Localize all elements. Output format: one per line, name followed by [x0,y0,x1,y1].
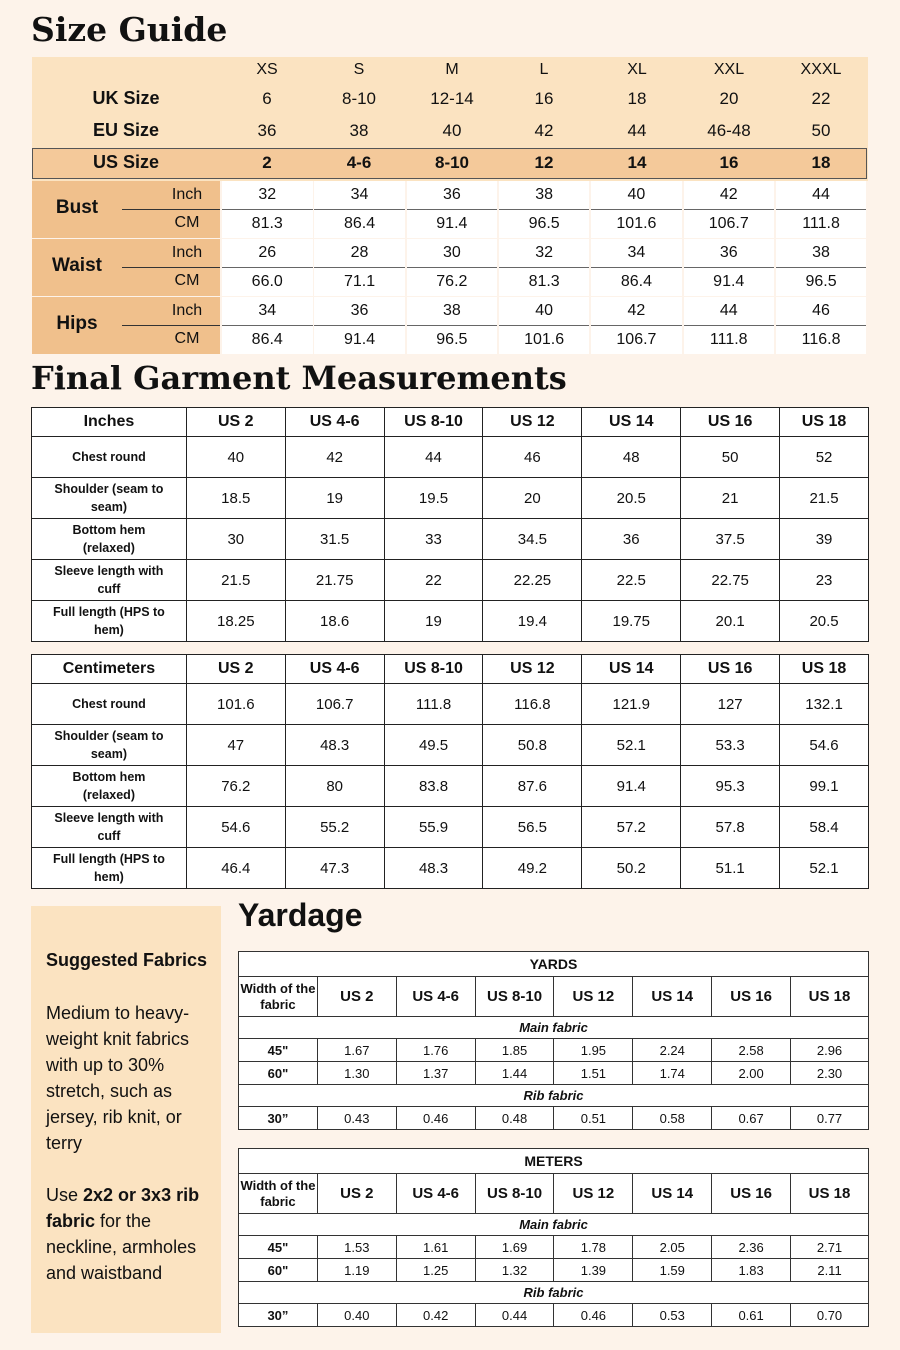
yardage-value: 1.19 [317,1259,396,1282]
measurement-value: 56.5 [483,807,582,848]
yardage-value: 1.59 [633,1259,712,1282]
unit-header: Inches [32,408,187,437]
fabric-description: Medium to heavy-weight knit fabrics with up to 30% stretch, such as jersey, rib knit, or terry [46,1003,190,1153]
eu-size-value: 46-48 [707,121,751,140]
size-header: US 18 [791,1174,869,1214]
yardage-value: 1.78 [554,1236,633,1259]
measurement-value: 19.5 [384,478,483,519]
width-header: Width of the fabric [239,1174,318,1214]
measurement-value: 22.75 [681,560,780,601]
bust-inch-value: 38 [499,181,590,210]
hips-cm-value: 96.5 [407,326,498,354]
garment-measurements-title: Final Garment Measurements [31,359,567,397]
letter-size-label: XS [256,61,278,78]
uk-size-value: 6 [262,89,272,108]
uk-size-label: UK Size [92,88,160,108]
size-header: US 8-10 [384,408,483,437]
garment-inches-table [31,407,869,642]
table-row [32,684,869,725]
table-header-row [32,655,869,684]
table-row [32,560,869,601]
measurement-value: 46 [483,437,582,478]
main-fabric-label-row [239,1017,869,1039]
measurement-label: Full length (HPS to hem) [32,848,187,889]
us-size-value: 12 [534,153,554,172]
measurement-value: 22 [384,560,483,601]
measurement-label: Shoulder (seam to seam) [32,725,187,766]
letter-size-label: XL [627,61,647,78]
measurement-value: 51.1 [681,848,780,889]
size-header-row [239,977,869,1017]
yardage-value: 2.00 [712,1062,791,1085]
size-header: US 16 [681,655,780,684]
measurement-value: 116.8 [483,684,582,725]
size-header: US 12 [483,408,582,437]
measurement-label: Chest round [32,437,187,478]
us-size-value: 18 [811,153,831,172]
size-header: US 8-10 [384,655,483,684]
measurement-value: 52 [780,437,869,478]
yardage-yards-table [238,951,869,1130]
measurement-value: 52.1 [780,848,869,889]
measurement-value: 49.2 [483,848,582,889]
yardage-value: 1.51 [554,1062,633,1085]
yardage-value: 0.61 [712,1304,791,1327]
bust-label: Bust [55,197,99,218]
waist-divider-line [122,267,220,268]
letter-size-label: M [445,61,459,78]
bust-inch-value: 34 [314,181,405,210]
waist-inch-value: 38 [776,239,867,268]
waist-inch-value: 26 [222,239,313,268]
yardage-value: 1.25 [396,1259,475,1282]
measurement-value: 121.9 [582,684,681,725]
size-header: US 2 [317,1174,396,1214]
eu-size-value: 50 [811,121,831,140]
measurement-value: 52.1 [582,725,681,766]
measurement-value: 18.6 [285,601,384,642]
fabric-width: 60" [239,1259,318,1282]
table-header-row [32,408,869,437]
table-row [32,601,869,642]
yardage-value: 2.58 [712,1039,791,1062]
eu-size-value: 44 [627,121,647,140]
bust-cm-value: 86.4 [314,210,405,238]
bust-cm-unit: CM [174,214,200,231]
measurement-value: 21 [681,478,780,519]
size-header: US 2 [317,977,396,1017]
size-header: US 18 [791,977,869,1017]
measurement-value: 57.2 [582,807,681,848]
waist-cm-value: 91.4 [684,268,775,296]
measurement-value: 48.3 [285,725,384,766]
measurement-value: 50.2 [582,848,681,889]
rib-fabric-label: Rib fabric [239,1085,869,1107]
letter-size-label: XXL [713,61,745,78]
hips-inch-unit: Inch [171,302,203,319]
yardage-value: 1.67 [317,1039,396,1062]
yardage-row [239,1304,869,1327]
yardage-value: 2.24 [633,1039,712,1062]
uk-size-value: 22 [811,89,831,108]
us-size-label: US Size [92,152,160,172]
bust-inch-value: 36 [407,181,498,210]
bust-cm-value: 106.7 [684,210,775,238]
rib-note-prefix: Use [46,1185,84,1205]
uk-size-value: 16 [534,89,554,108]
measurement-value: 19.75 [582,601,681,642]
waist-cm-value: 96.5 [776,268,867,296]
yardage-value: 0.58 [633,1107,712,1130]
measurement-value: 57.8 [681,807,780,848]
yardage-value: 0.46 [554,1304,633,1327]
size-header: US 16 [681,408,780,437]
hips-cm-value: 111.8 [684,326,775,354]
uk-size-value: 8-10 [341,89,377,108]
hips-cm-value: 106.7 [591,326,682,354]
size-header: US 4-6 [396,1174,475,1214]
measurement-label: Chest round [32,684,187,725]
measurement-value: 20 [483,478,582,519]
yardage-meters-table [238,1148,869,1327]
yardage-value: 1.44 [475,1062,554,1085]
hips-cm-value: 86.4 [222,326,313,354]
us-size-value: 16 [719,153,739,172]
measurement-value: 80 [285,766,384,807]
us-size-value: 14 [627,153,647,172]
measurement-value: 76.2 [186,766,285,807]
measurement-value: 40 [186,437,285,478]
eu-size-value: 38 [349,121,369,140]
size-header: US 16 [712,1174,791,1214]
measurement-label: Bottom hem (relaxed) [32,766,187,807]
fabric-width: 45" [239,1236,318,1259]
measurement-value: 54.6 [780,725,869,766]
bust-cm-value: 101.6 [591,210,682,238]
fabric-width: 60" [239,1062,318,1085]
yardage-value: 2.36 [712,1236,791,1259]
size-header: US 2 [186,408,285,437]
table-row [32,848,869,889]
hips-label: Hips [56,313,98,334]
waist-cm-value: 81.3 [499,268,590,296]
yardage-value: 0.51 [554,1107,633,1130]
measurement-value: 20.5 [780,601,869,642]
waist-inch-value: 30 [407,239,498,268]
hips-inch-value: 44 [684,297,775,326]
measurement-value: 46.4 [186,848,285,889]
fabric-width: 30” [239,1107,318,1130]
hips-inch-value: 36 [314,297,405,326]
waist-label: Waist [52,255,102,276]
measurement-value: 18.5 [186,478,285,519]
measurement-value: 37.5 [681,519,780,560]
bust-inch-value: 40 [591,181,682,210]
hips-inch-value: 40 [499,297,590,326]
measurement-value: 22.5 [582,560,681,601]
yardage-row [239,1039,869,1062]
yardage-value: 1.30 [317,1062,396,1085]
yardage-row [239,1107,869,1130]
us-size-value: 2 [262,153,272,172]
main-fabric-label: Main fabric [239,1017,869,1039]
measurement-value: 23 [780,560,869,601]
measurement-value: 83.8 [384,766,483,807]
measurement-value: 20.1 [681,601,780,642]
size-header: US 16 [712,977,791,1017]
bust-cm-value: 111.8 [776,210,867,238]
size-guide-measurements [32,181,868,355]
size-header: US 4-6 [285,655,384,684]
size-header: US 12 [554,1174,633,1214]
table-row [32,437,869,478]
measurement-value: 101.6 [186,684,285,725]
measurement-value: 50.8 [483,725,582,766]
size-header: US 4-6 [396,977,475,1017]
size-header: US 14 [633,977,712,1017]
suggested-fabrics-title: Suggested Fabrics [46,950,208,970]
measurement-value: 18.25 [186,601,285,642]
main-fabric-label: Main fabric [239,1214,869,1236]
measurement-value: 87.6 [483,766,582,807]
measurement-value: 34.5 [483,519,582,560]
measurement-value: 95.3 [681,766,780,807]
measurement-value: 19.4 [483,601,582,642]
hips-inch-value: 42 [591,297,682,326]
waist-cm-value: 71.1 [314,268,405,296]
fabric-width: 45" [239,1039,318,1062]
measurement-value: 20.5 [582,478,681,519]
waist-cm-value: 66.0 [222,268,313,296]
measurement-label: Shoulder (seam to seam) [32,478,187,519]
measurement-value: 19 [384,601,483,642]
waist-cm-unit: CM [174,272,200,289]
garment-centimeters-table [31,654,869,889]
bust-inch-value: 42 [684,181,775,210]
measurement-value: 19 [285,478,384,519]
measurement-label: Bottom hem (relaxed) [32,519,187,560]
measurement-value: 33 [384,519,483,560]
table-row [32,725,869,766]
table-row [32,478,869,519]
eu-size-value: 36 [257,121,277,140]
yardage-value: 0.48 [475,1107,554,1130]
hips-cm-value: 91.4 [314,326,405,354]
measurement-value: 58.4 [780,807,869,848]
yardage-row [239,1236,869,1259]
yardage-value: 1.53 [317,1236,396,1259]
width-header: Width of the fabric [239,977,318,1017]
yardage-value: 2.05 [633,1236,712,1259]
rib-note-suffix: for the neckline, armholes and waistband [46,1211,197,1283]
size-header: US 18 [780,408,869,437]
size-guide-title: Size Guide [31,10,228,49]
measurement-value: 48 [582,437,681,478]
uk-size-value: 12-14 [430,89,474,108]
waist-inch-value: 32 [499,239,590,268]
size-header: US 12 [483,655,582,684]
measurement-value: 30 [186,519,285,560]
yardage-value: 0.70 [791,1304,869,1327]
measurement-value: 49.5 [384,725,483,766]
yardage-value: 1.32 [475,1259,554,1282]
measurement-value: 47 [186,725,285,766]
yardage-value: 1.37 [396,1062,475,1085]
main-fabric-label-row [239,1214,869,1236]
size-header: US 14 [633,1174,712,1214]
measurement-value: 39 [780,519,869,560]
hips-inch-value: 38 [407,297,498,326]
measurement-value: 21.5 [186,560,285,601]
measurement-value: 48.3 [384,848,483,889]
size-header: US 14 [582,408,681,437]
measurement-value: 55.9 [384,807,483,848]
suggested-fabrics-panel [31,906,221,1333]
measurement-value: 111.8 [384,684,483,725]
yardage-value: 1.76 [396,1039,475,1062]
measurement-value: 54.6 [186,807,285,848]
fabric-width: 30” [239,1304,318,1327]
uk-size-value: 20 [719,89,739,108]
yardage-value: 0.77 [791,1107,869,1130]
yardage-value: 2.71 [791,1236,869,1259]
size-header: US 18 [780,655,869,684]
measurement-value: 55.2 [285,807,384,848]
yardage-value: 0.43 [317,1107,396,1130]
bust-cm-value: 91.4 [407,210,498,238]
measurement-value: 21.75 [285,560,384,601]
hips-cm-unit: CM [174,330,200,347]
unit-title: METERS [239,1149,869,1174]
yardage-row [239,1259,869,1282]
yardage-value: 1.74 [633,1062,712,1085]
yardage-value: 1.69 [475,1236,554,1259]
unit-header: Centimeters [32,655,187,684]
bust-inch-unit: Inch [171,186,203,203]
bust-inch-value: 44 [776,181,867,210]
unit-title-row [239,952,869,977]
bust-cm-value: 96.5 [499,210,590,238]
yardage-value: 1.85 [475,1039,554,1062]
size-header: US 14 [582,655,681,684]
yardage-value: 0.42 [396,1304,475,1327]
measurement-label: Full length (HPS to hem) [32,601,187,642]
table-row [32,807,869,848]
size-header: US 8-10 [475,1174,554,1214]
measurement-value: 42 [285,437,384,478]
measurement-value: 44 [384,437,483,478]
yardage-value: 2.11 [791,1259,869,1282]
measurement-value: 53.3 [681,725,780,766]
yardage-title: Yardage [238,897,363,933]
waist-inch-value: 34 [591,239,682,268]
yardage-value: 0.46 [396,1107,475,1130]
rib-fabric-label-row [239,1085,869,1107]
us-size-value: 8-10 [434,153,470,172]
rib-fabric-label-row [239,1282,869,1304]
yardage-value: 1.39 [554,1259,633,1282]
yardage-value: 1.83 [712,1259,791,1282]
measurement-value: 47.3 [285,848,384,889]
measurement-value: 127 [681,684,780,725]
unit-title-row [239,1149,869,1174]
measurement-value: 22.25 [483,560,582,601]
yardage-value: 1.61 [396,1236,475,1259]
size-header: US 8-10 [475,977,554,1017]
measurement-value: 21.5 [780,478,869,519]
bust-inch-value: 32 [222,181,313,210]
hips-inch-value: 34 [222,297,313,326]
table-row [32,766,869,807]
unit-title: YARDS [239,952,869,977]
size-header: US 2 [186,655,285,684]
measurement-value: 132.1 [780,684,869,725]
measurement-value: 99.1 [780,766,869,807]
yardage-value: 2.96 [791,1039,869,1062]
yardage-value: 0.67 [712,1107,791,1130]
size-header: US 4-6 [285,408,384,437]
hips-divider-line [122,325,220,326]
yardage-value: 0.40 [317,1304,396,1327]
rib-note-bold: 2x2 or 3x3 rib fabric [46,1185,200,1231]
yardage-value: 1.95 [554,1039,633,1062]
measurement-label: Sleeve length with cuff [32,560,187,601]
waist-cm-value: 76.2 [407,268,498,296]
measurement-value: 50 [681,437,780,478]
yardage-row [239,1062,869,1085]
bust-divider-line [122,209,220,210]
letter-size-label: L [539,61,549,78]
yardage-value: 2.30 [791,1062,869,1085]
us-size-value: 4-6 [346,153,372,172]
yardage-value: 0.44 [475,1304,554,1327]
measurement-value: 31.5 [285,519,384,560]
uk-size-value: 18 [627,89,647,108]
bust-cm-value: 81.3 [222,210,313,238]
hips-inch-value: 46 [776,297,867,326]
measurement-value: 91.4 [582,766,681,807]
hips-cm-value: 101.6 [499,326,590,354]
waist-inch-value: 36 [684,239,775,268]
size-header: US 12 [554,977,633,1017]
yardage-value: 0.53 [633,1304,712,1327]
waist-cm-value: 86.4 [591,268,682,296]
measurement-label: Sleeve length with cuff [32,807,187,848]
letter-size-label: XXXL [800,61,842,78]
rib-fabric-note [46,1182,216,1286]
table-row [32,519,869,560]
waist-inch-unit: Inch [171,244,203,261]
eu-size-label: EU Size [92,120,160,140]
size-header-row [239,1174,869,1214]
measurement-value: 106.7 [285,684,384,725]
eu-size-value: 40 [442,121,462,140]
rib-fabric-label: Rib fabric [239,1282,869,1304]
eu-size-value: 42 [534,121,554,140]
measurement-value: 36 [582,519,681,560]
hips-cm-value: 116.8 [776,326,867,354]
waist-inch-value: 28 [314,239,405,268]
letter-size-label: S [353,61,365,78]
